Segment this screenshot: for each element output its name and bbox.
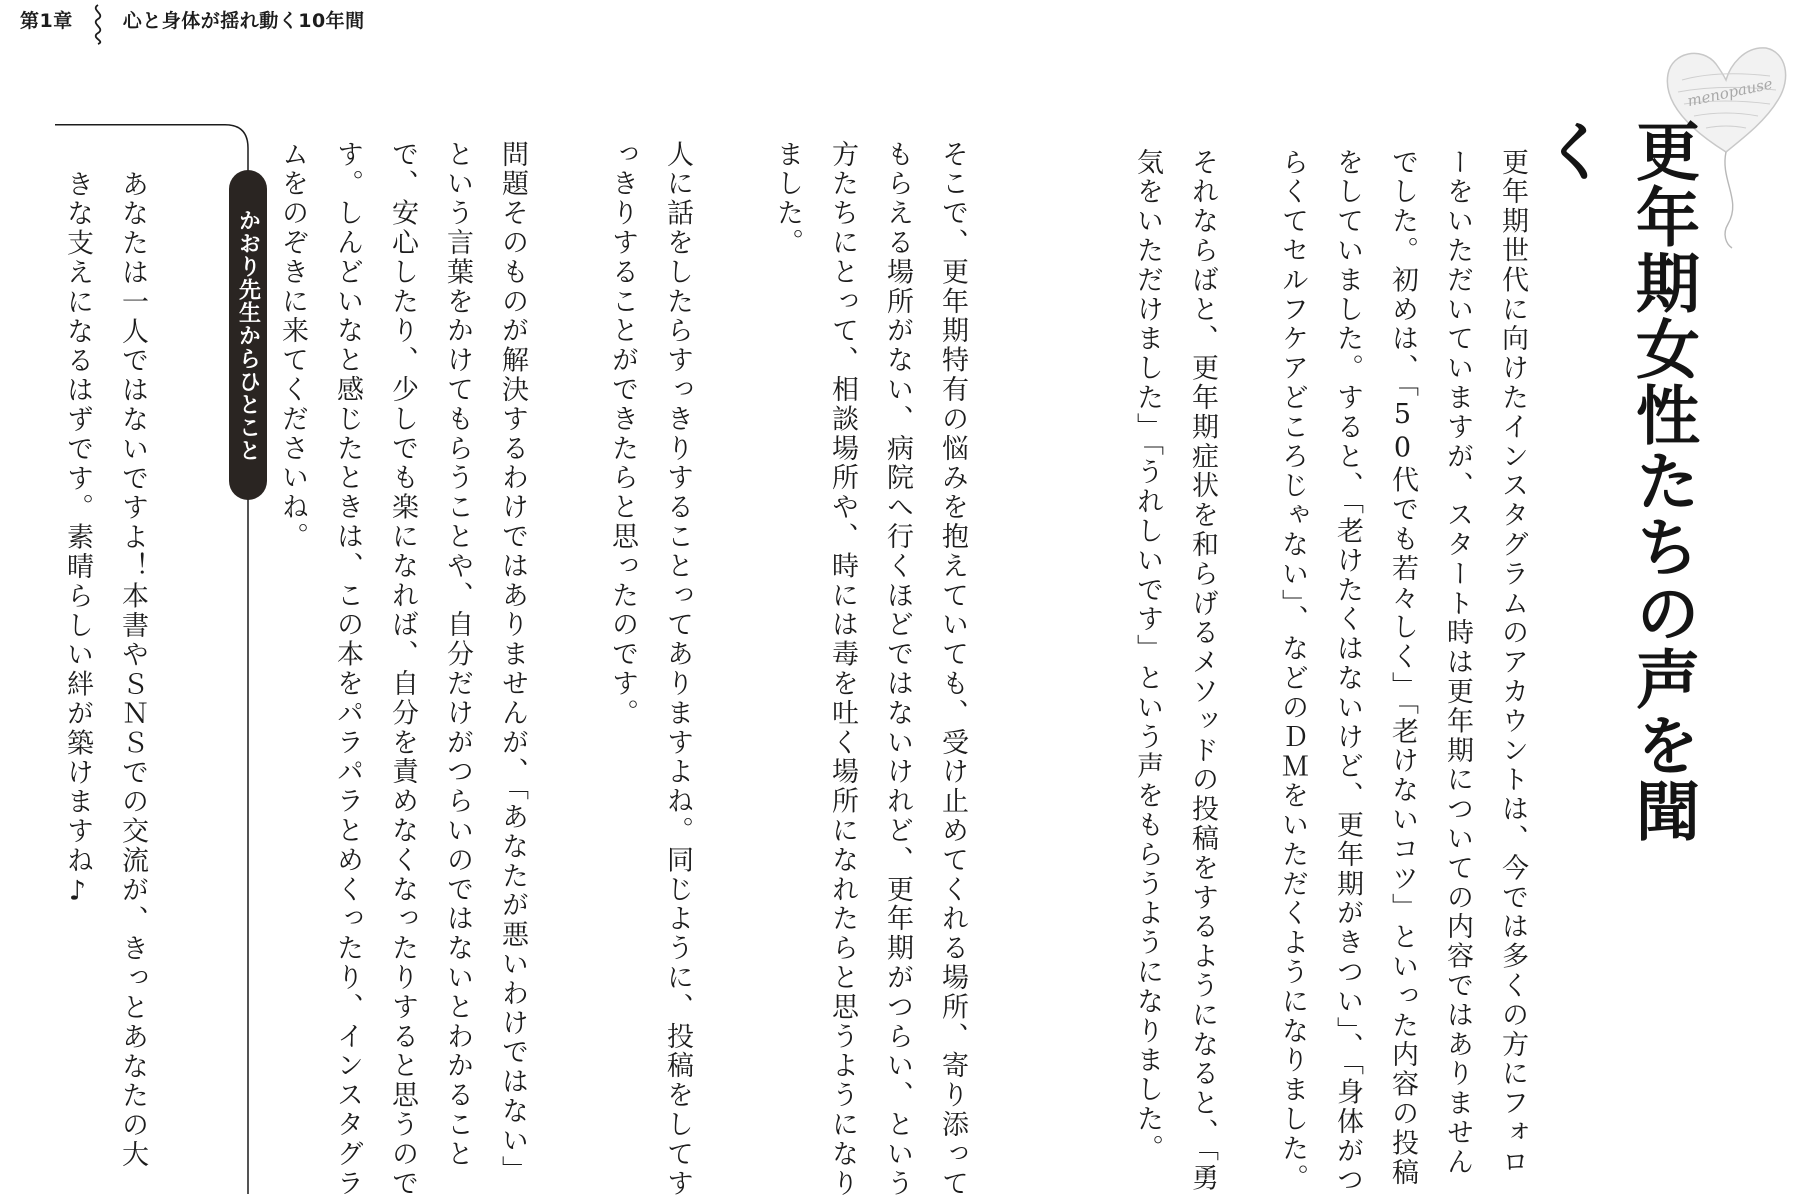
- chapter-number: 第1章: [20, 10, 73, 32]
- body-block-response: [1045, 148, 1285, 1198]
- paragraph: 問題そのものが解決するわけではありませんが、「あなたが悪いわけではない」という言葉をかけてもらうことや、自分だけがつらいのではないとわかることで、安心したり、少しでも楽になれば、自分を責めなくなったりすると思うのです。しんどいなと感じたときは、この本をパラパラとめくったり、インスタグラムをのぞきに来てくださいね。: [277, 140, 528, 1199]
- sidebar-text: [62, 170, 215, 1170]
- emblem-word: menopause: [1685, 74, 1775, 111]
- squiggle-divider-icon: [87, 4, 109, 44]
- running-header: [20, 6, 365, 42]
- paragraph: 人に話をしたらすっきりすることってありますよね。同じように、投稿をしてすっきりすることができたらと思ったのです。: [607, 140, 693, 1199]
- chapter-title: 心と身体が揺れ動く10年間: [122, 10, 365, 32]
- sidebar-label: かおり先生からひとこと: [229, 170, 267, 500]
- paragraph: 更年期世代に向けたインスタグラムのアカウントは、今では多くの方にフォローをいただいていますが、スタート時は更年期についての内容ではありませんでした。初めは、「50代でも若々しく」「老けないコツ」といった内容の投稿をしていました。すると、「老けたくはないけど、更年期がきつい」、「身体がつらくてセルフケアどころじゃない」、などのＤＭをいただくようになりました。: [1277, 148, 1528, 1196]
- paragraph: そこで、更年期特有の悩みを抱えていても、受け止めてくれる場所、寄り添ってもらえる場所がない、病院へ行くほどではないけれど、更年期がつらい、という方たちにとって、相談場所や、時には毒を吐く場所になれたらと思うようになりました。: [772, 140, 968, 1199]
- body-block-conclusion: [277, 140, 1035, 1200]
- sidebar-paragraph: あなたは一人ではないですよ！本書やＳＮＳでの交流が、きっとあなたの大きな支えになるはずです。素晴らしい絆が築けますね♪: [62, 170, 148, 1170]
- body-block-intro: [1277, 148, 1595, 1198]
- paragraph: それならばと、更年期症状を和らげるメソッドの投稿をするようになると、「勇気をいただけました」「うれしいです」という声をもらうようになりました。: [1132, 148, 1218, 1193]
- page-title: 更年期女性たちの声を聞く: [1533, 118, 1699, 844]
